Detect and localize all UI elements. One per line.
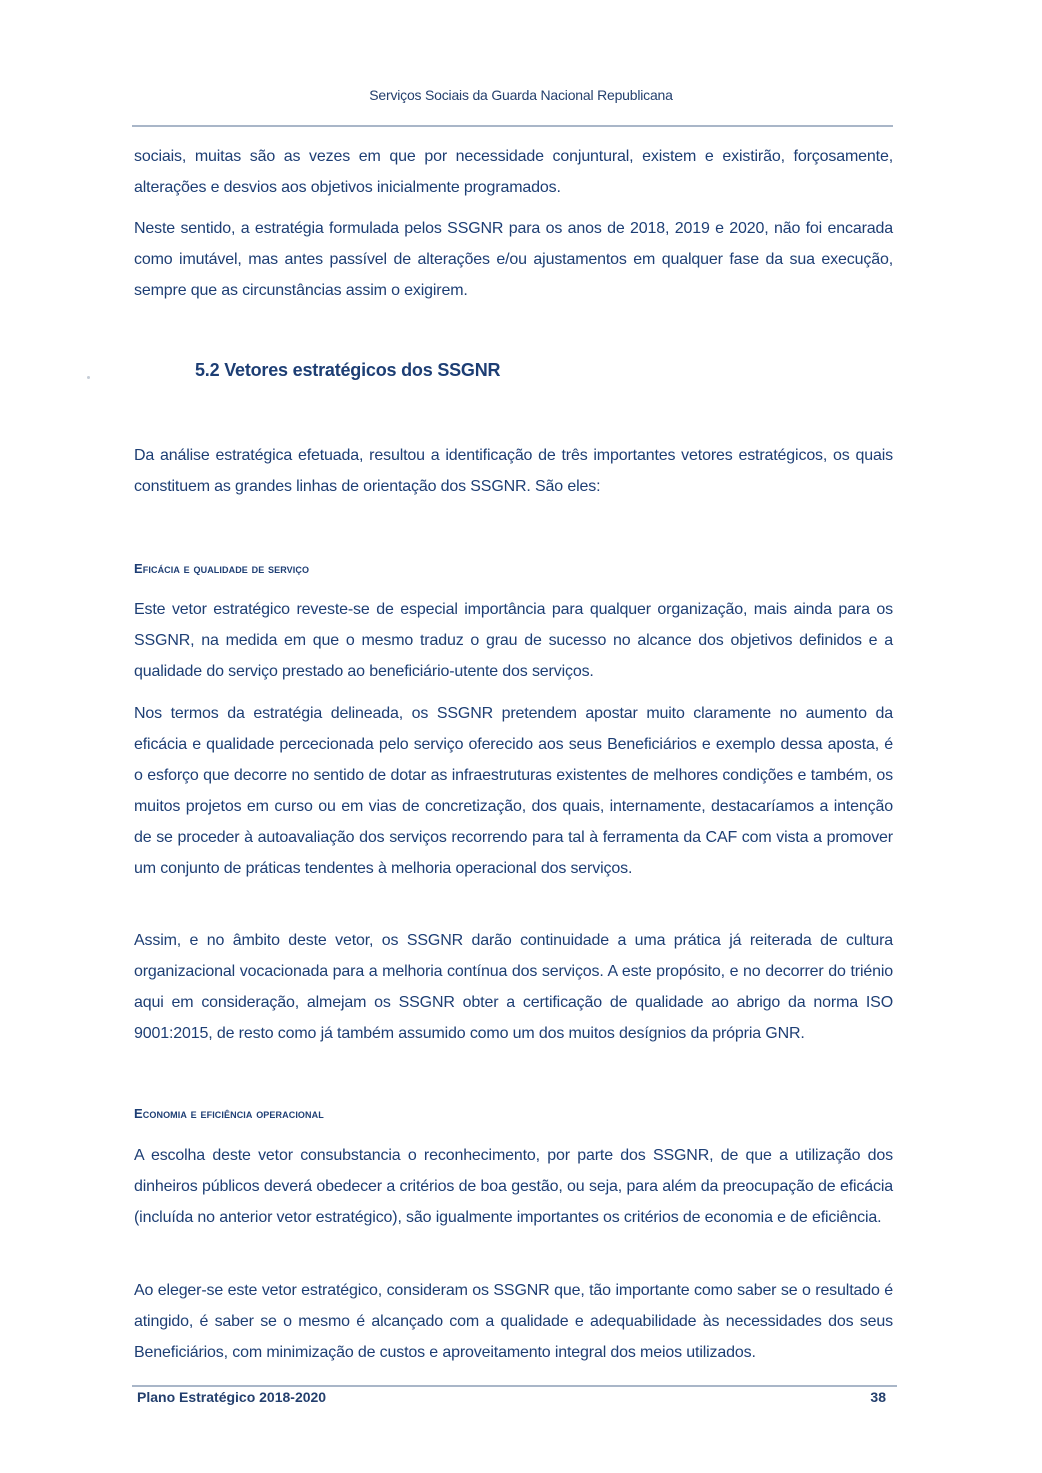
section-intro-paragraph: Da análise estratégica efetuada, resultou a identificação de três importantes vetores estratégicos, os quais constituem as grandes linhas de orientação dos SSGNR. São eles: — [134, 447, 893, 495]
vector-1-paragraph-1: Este vetor estratégico reveste-se de especial importância para qualquer organização, mais ainda para os SSGNR, na medida em que o mesmo traduz o grau de sucesso no alcance dos objetivos definidos e a qualidade do serviço prestado ao beneficiário-utente dos serviços. — [134, 601, 893, 680]
vector-2-paragraph-2: Ao eleger-se este vetor estratégico, consideram os SSGNR que, tão importante como saber se o resultado é atingido, é saber se o mesmo é alcançado com a qualidade e adequabilidade às necessidades dos seus Beneficiários, com minimização de custos e aproveitamento integral dos meios utilizados. — [134, 1282, 893, 1361]
vector-2-heading: Economia e eficiência operacional — [134, 1106, 324, 1121]
running-header: Serviços Sociais da Guarda Nacional Republicana — [369, 87, 673, 103]
intro-paragraph-2: Neste sentido, a estratégia formulada pelos SSGNR para os anos de 2018, 2019 e 2020, não foi encarada como imutável, mas antes passível de alterações e/ou ajustamentos em qualquer fase da sua execução, sempre que as circunstâncias assim o exigirem. — [134, 220, 893, 299]
footer-divider — [132, 1385, 897, 1387]
vector-1-paragraph-3: Assim, e no âmbito deste vetor, os SSGNR darão continuidade a uma prática já reiterada de cultura organizacional vocacionada para a melhoria contínua dos serviços. A este propósito, e no decorrer do triénio aqui em consideração, almejam os SSGNR obter a certificação de qualidade ao abrigo da norma ISO 9001:2015, de resto como já também assumido como um dos muitos desígnios da própria GNR. — [134, 932, 893, 1042]
vector-1-heading: Eficácia e qualidade de serviço — [134, 561, 310, 576]
vector-1-paragraph-2: Nos termos da estratégia delineada, os SSGNR pretendem apostar muito claramente no aumento da eficácia e qualidade percecionada pelo serviço oferecido aos seus Beneficiários e exemplo dessa aposta, é o esforço que decorre no sentido de dotar as infraestruturas existentes de melhores condições e também, os muitos projetos em curso ou em vias de concretização, dos quais, internamente, destacaríamos a intenção de se proceder à autoavaliação dos serviços recorrendo para tal à ferramenta da CAF com vista a promover um conjunto de práticas tendentes à melhoria operacional dos serviços. — [134, 705, 893, 877]
scan-artifact-dot — [87, 376, 90, 379]
intro-paragraph-1: sociais, muitas são as vezes em que por necessidade conjuntural, existem e existirão, forçosamente, alterações e desvios aos objetivos inicialmente programados. — [134, 148, 893, 196]
vector-2-paragraph-1: A escolha deste vetor consubstancia o reconhecimento, por parte dos SSGNR, de que a utilização dos dinheiros públicos deverá obedecer a critérios de boa gestão, ou seja, para além da preocupação de eficácia (incluída no anterior vetor estratégico), são igualmente importantes os critérios de economia e de eficiência. — [134, 1147, 893, 1226]
header-divider — [132, 125, 893, 127]
section-heading: 5.2 Vetores estratégicos dos SSGNR — [195, 360, 501, 380]
page-number: 38 — [870, 1389, 886, 1405]
footer-document-title: Plano Estratégico 2018-2020 — [137, 1389, 327, 1405]
